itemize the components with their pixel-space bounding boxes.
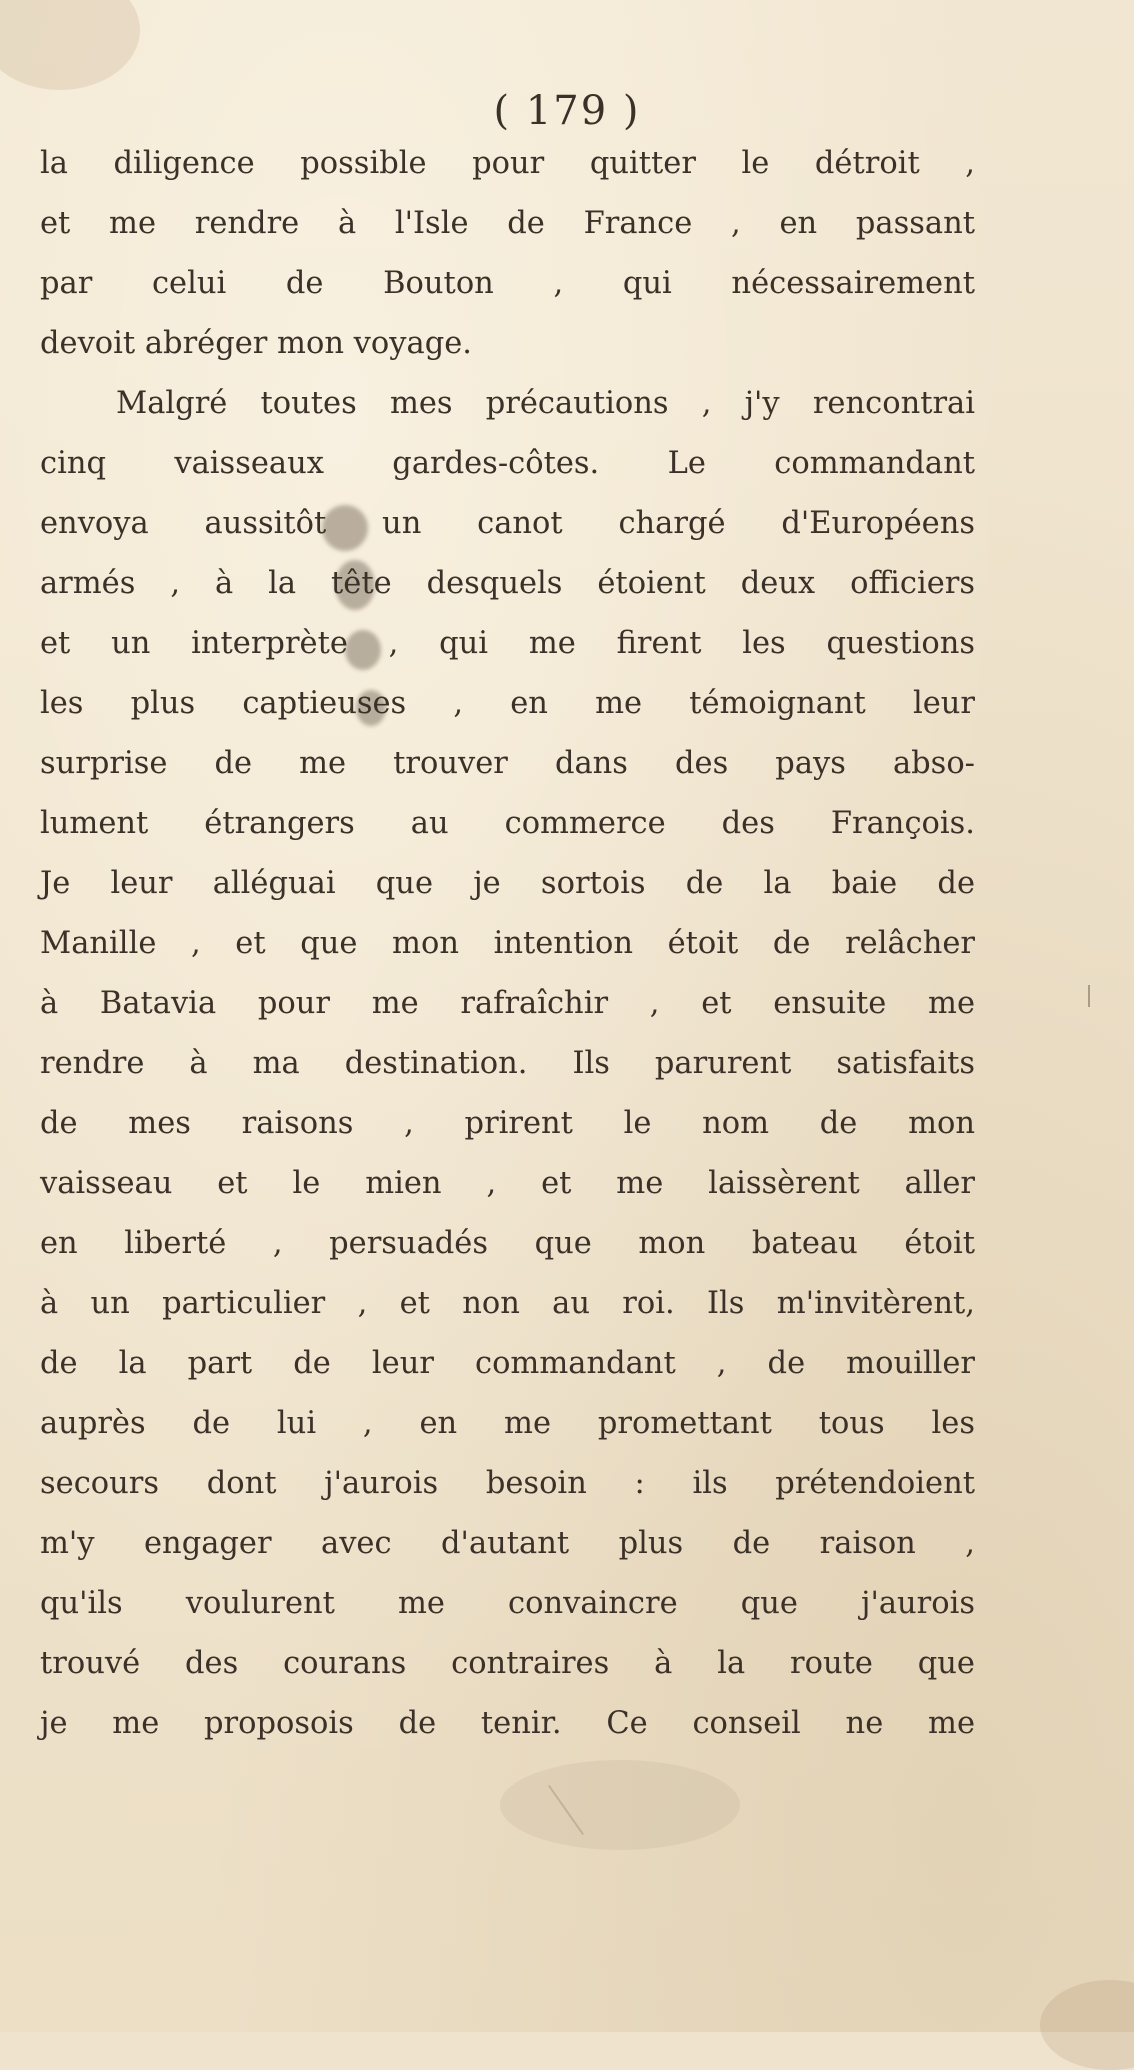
paper-stain [500,1760,740,1850]
text-line: Manille , et que mon intention étoit de relâcher [40,926,975,961]
text-line: qu'ils voulurent me convaincre que j'aurois [40,1586,975,1621]
text-line: secours dont j'aurois besoin : ils prétendoient [40,1466,975,1501]
text-line: surprise de me trouver dans des pays abso- [40,746,975,781]
text-line: en liberté , persuadés que mon bateau étoit [40,1226,975,1261]
text-line: de mes raisons , prirent le nom de mon [40,1106,975,1141]
text-line: m'y engager avec d'autant plus de raison , [40,1526,975,1561]
text-line: rendre à ma destination. Ils parurent satisfaits [40,1046,975,1081]
text-line: à un particulier , et non au roi. Ils m'invitèrent, [40,1286,975,1321]
text-line: de la part de leur commandant , de mouiller [40,1346,975,1381]
text-line: la diligence possible pour quitter le détroit , [40,146,975,181]
text-line: Malgré toutes mes précautions , j'y rencontrai [116,386,975,421]
text-line: à Batavia pour me rafraîchir , et ensuite me [40,986,975,1021]
body-text [40,134,975,1754]
text-line: et me rendre à l'Isle de France , en passant [40,206,975,241]
paper-stain [0,0,140,90]
text-line: envoya aussitôt un canot chargé d'Européens [40,506,975,541]
text-line: trouvé des courans contraires à la route que [40,1646,975,1681]
paper-stain [1040,1980,1134,2070]
text-line: devoit abréger mon voyage. [40,326,472,361]
text-line: vaisseau et le mien , et me laissèrent aller [40,1166,975,1201]
text-line: les plus captieuses , en me témoignant leur [40,686,975,721]
text-line: Je leur alléguai que je sortois de la baie de [40,866,975,901]
text-line: je me proposois de tenir. Ce conseil ne me [40,1706,975,1741]
text-line: lument étrangers au commerce des François. [40,806,975,841]
text-line: auprès de lui , en me promettant tous les [40,1406,975,1441]
text-line: armés , à la tête desquels étoient deux officiers [40,566,975,601]
text-line: par celui de Bouton , qui nécessairement [40,266,975,301]
page-number: ( 179 ) [493,88,641,134]
text-line: et un interprète , qui me firent les questions [40,626,975,661]
text-line: cinq vaisseaux gardes-côtes. Le commandant [40,446,975,481]
paper-mark [1088,985,1090,1007]
